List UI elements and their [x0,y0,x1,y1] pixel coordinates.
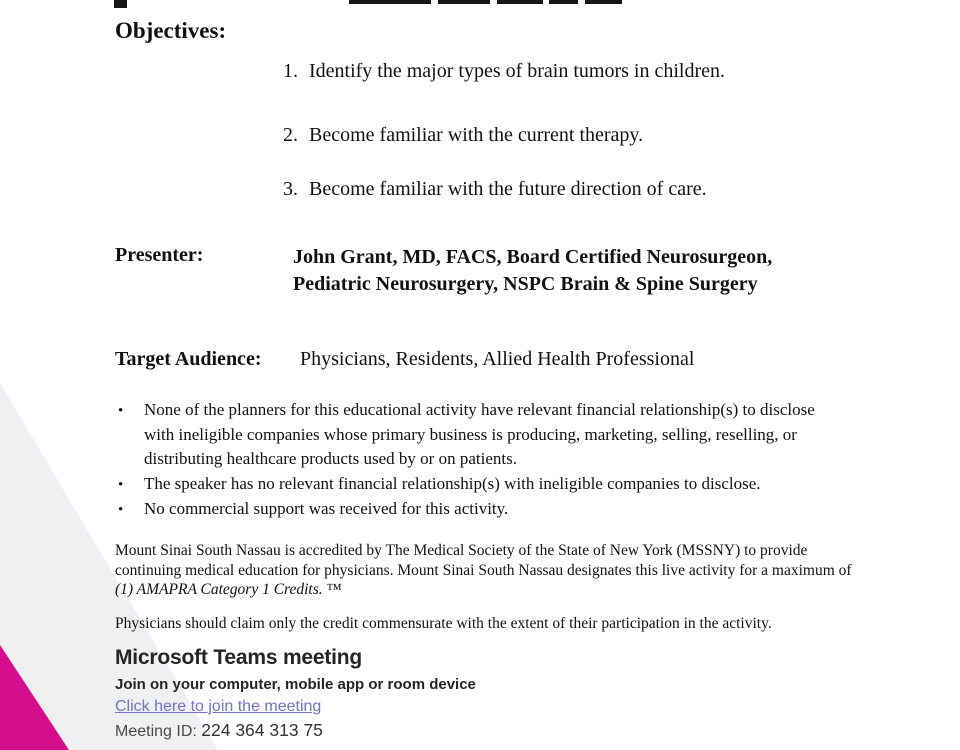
clipped-text-fragment [549,0,578,4]
clipped-text-fragment [585,0,622,4]
clipped-text-fragment [114,0,127,8]
objective-item-1 [283,60,725,83]
presenter-value [293,244,772,298]
target-audience-label: Target Audience: [115,348,262,370]
objective-text: Become familiar with the future direction of care. [309,178,707,200]
objective-item-2 [283,124,643,147]
meeting-id-label: Meeting ID: [115,723,197,740]
teams-meeting-block [115,646,476,741]
clipped-text-fragment [438,0,490,4]
clipped-text-fragment [497,0,543,4]
objective-number: 2. [283,124,298,146]
target-audience-value: Physicians, Residents, Allied Health Professional [300,348,695,370]
objectives-heading: Objectives: [115,18,227,43]
disclosure-list [118,398,846,523]
teams-meeting-heading: Microsoft Teams meeting [115,646,363,669]
bullet-icon: • [118,476,124,493]
objective-text: Become familiar with the current therapy. [309,124,644,146]
objective-number: 1. [283,60,298,82]
trademark-symbol: ™ [322,581,342,598]
disclosure-text: No commercial support was received for this activity. [144,499,509,518]
join-meeting-link[interactable]: Click here to join the meeting [115,698,322,715]
disclosure-item-2 [118,472,846,498]
objective-text: Identify the major types of brain tumors in children. [309,60,726,82]
teams-join-subheading: Join on your computer, mobile app or room device [115,676,476,693]
claim-statement: Physicians should claim only the credit commensurate with the extent of their participation in the activity. [115,615,772,632]
bullet-icon: • [118,403,124,419]
presenter-label: Presenter: [115,244,204,266]
meeting-id-value: 224 364 313 75 [201,720,323,740]
clipped-text-fragment [349,0,431,4]
objective-item-3 [283,178,707,201]
disclosure-text: The speaker has no relevant financial relationship(s) with ineligible companies to disclose. [144,473,761,493]
presenter-line-1: John Grant, MD, FACS, Board Certified Neurosurgeon, [293,246,773,268]
presenter-line-2: Pediatric Neurosurgery, NSPC Brain & Spine Surgery [293,273,758,295]
objective-number: 3. [283,178,298,200]
disclosure-text: None of the planners for this educational activity have relevant financial relationship(s) to disclose with ineligible companies whose primary business is producing, marketing, selling, reselling, or distributing healthcare products used by or on patients. [144,400,815,468]
accreditation-credits: (1) AMAPRA Category 1 Credits. [115,581,323,598]
accreditation-line-2: continuing medical education for physicians. Mount Sinai South Nassau designates this live activity for a maximum of [115,561,852,579]
disclosure-item-3 [118,497,846,523]
accreditation-line-1: Mount Sinai South Nassau is accredited by The Medical Society of the State of New York (MSSNY) to provide [115,542,808,559]
accreditation-statement [115,541,877,600]
meeting-id-row [115,720,476,741]
bullet-icon: • [118,502,124,518]
disclosure-item-1 [118,398,846,472]
